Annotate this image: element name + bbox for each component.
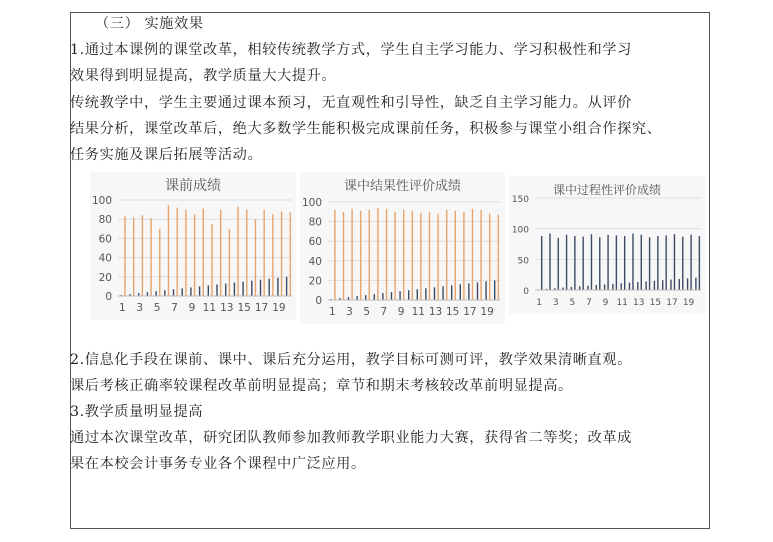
- paragraph-3-line-1: 2.信息化手段在课前、课中、课后充分运用，教学目标可测可评，教学效果清晰直观。: [70, 352, 632, 368]
- bar-score: [168, 205, 169, 296]
- bar-student-id: [417, 289, 418, 300]
- bar-score: [133, 217, 134, 296]
- bar-student-id: [269, 279, 270, 296]
- bar-student-id: [251, 281, 252, 296]
- bar-student-id: [242, 282, 243, 296]
- x-tick-label: 9: [397, 306, 405, 318]
- x-tick-label: 13: [428, 306, 443, 318]
- chart-title: 课中过程性评价成绩: [552, 183, 662, 197]
- bar-score: [290, 212, 291, 296]
- bar-student-id: [670, 280, 671, 290]
- chart-in-class-result-svg: [300, 172, 505, 324]
- bar-student-id: [645, 281, 646, 290]
- x-tick-label: 7: [586, 298, 592, 308]
- bar-student-id: [164, 290, 165, 296]
- y-tick-label: 20: [308, 275, 322, 288]
- bar-student-id: [596, 285, 597, 290]
- bar-student-id: [382, 293, 383, 300]
- y-tick-label: 20: [98, 271, 112, 284]
- paragraph-2-line-1: 传统教学中，学生主要通过课本预习，无直观性和引导性，缺乏自主学习能力。从评价: [70, 95, 632, 111]
- bar-student-id: [604, 284, 605, 290]
- bar-score: [566, 235, 567, 290]
- bar-student-id: [277, 278, 278, 296]
- y-tick-label: 40: [98, 252, 112, 265]
- bar-score: [142, 215, 143, 296]
- bar-score: [255, 219, 256, 296]
- bar-score: [429, 212, 430, 300]
- bar-score: [649, 237, 650, 290]
- bar-score: [220, 210, 221, 296]
- bar-student-id: [286, 277, 287, 296]
- y-tick-label: 0: [105, 291, 112, 303]
- x-tick-label: 5: [153, 302, 161, 314]
- bar-score: [599, 237, 600, 290]
- chart-in-class-process-svg: [509, 176, 705, 314]
- bar-student-id: [356, 296, 357, 300]
- bar-score: [343, 212, 344, 300]
- bar-student-id: [662, 280, 663, 290]
- y-tick-label: 60: [98, 233, 112, 246]
- bar-student-id: [579, 286, 580, 290]
- bar-score: [690, 235, 691, 290]
- chart-pre-class-svg: [90, 172, 296, 320]
- paragraph-1-line-1: 1.通过本课例的课堂改革，相较传统教学方式，学生自主学习能力、学习积极性和学习: [70, 42, 632, 58]
- bar-score: [159, 229, 160, 296]
- bar-student-id: [408, 290, 409, 300]
- bar-score: [334, 210, 335, 300]
- bar-student-id: [434, 287, 435, 300]
- bar-student-id: [494, 280, 495, 300]
- x-tick-label: 19: [272, 302, 286, 314]
- bar-score: [420, 213, 421, 300]
- bar-student-id: [190, 287, 191, 296]
- y-tick-label: 100: [91, 195, 112, 207]
- chart-title: 课前成绩: [165, 178, 221, 194]
- x-tick-label: 5: [363, 306, 371, 318]
- bar-student-id: [477, 282, 478, 300]
- x-tick-label: 17: [463, 306, 477, 318]
- x-tick-label: 19: [682, 298, 695, 308]
- x-tick-label: 11: [202, 302, 217, 314]
- x-tick-label: 17: [254, 302, 269, 314]
- x-tick-label: 5: [569, 298, 576, 308]
- bar-student-id: [147, 292, 148, 296]
- bar-score: [541, 236, 542, 290]
- y-tick-label: 100: [301, 197, 322, 209]
- x-tick-label: 3: [552, 298, 559, 308]
- bar-score: [472, 209, 473, 300]
- bar-score: [446, 210, 447, 300]
- bar-score: [394, 212, 395, 300]
- y-tick-label: 80: [98, 214, 112, 227]
- bar-score: [211, 224, 212, 296]
- bar-score: [616, 235, 617, 290]
- bar-student-id: [695, 278, 696, 290]
- y-tick-label: 50: [517, 256, 529, 267]
- chart-in-class-result: [300, 172, 505, 324]
- bar-score: [657, 236, 658, 290]
- x-tick-label: 11: [411, 306, 425, 318]
- bar-score: [632, 234, 633, 290]
- bar-student-id: [679, 279, 680, 290]
- x-tick-label: 9: [602, 298, 609, 308]
- y-tick-label: 0: [523, 287, 529, 297]
- bar-score: [582, 237, 583, 290]
- bar-student-id: [620, 283, 621, 290]
- bar-score: [489, 214, 490, 300]
- bar-score: [360, 211, 361, 300]
- bar-score: [246, 210, 247, 296]
- bar-student-id: [485, 281, 486, 300]
- bar-score: [263, 210, 264, 296]
- x-tick-label: 17: [666, 298, 678, 308]
- bar-student-id: [612, 284, 613, 290]
- bar-student-id: [234, 283, 235, 296]
- y-tick-label: 40: [308, 255, 322, 268]
- bar-student-id: [391, 292, 392, 300]
- bar-score: [185, 210, 186, 296]
- paragraph-2-line-3: 任务实施及课后拓展等活动。: [70, 147, 263, 163]
- bar-score: [455, 211, 456, 300]
- bar-student-id: [460, 284, 461, 300]
- bar-score: [463, 212, 464, 300]
- bar-score: [369, 210, 370, 300]
- paragraph-5-line-2: 果在本校会计事务专业各个课程中广泛应用。: [70, 456, 366, 472]
- bar-score: [281, 212, 282, 296]
- bar-score: [674, 234, 675, 290]
- bar-score: [194, 214, 195, 296]
- bar-score: [641, 235, 642, 290]
- x-tick-label: 9: [188, 302, 196, 314]
- bar-student-id: [468, 283, 469, 300]
- bar-score: [665, 235, 666, 290]
- bar-score: [403, 210, 404, 300]
- x-tick-label: 15: [237, 302, 251, 314]
- bar-score: [124, 216, 125, 296]
- bar-student-id: [260, 280, 261, 296]
- bar-score: [229, 229, 230, 296]
- y-tick-label: 60: [308, 236, 322, 249]
- y-tick-label: 80: [308, 216, 322, 229]
- bar-student-id: [629, 283, 630, 290]
- bar-student-id: [425, 288, 426, 300]
- bar-score: [549, 234, 550, 290]
- x-tick-label: 13: [220, 302, 234, 314]
- x-tick-label: 19: [480, 306, 494, 318]
- x-tick-label: 3: [136, 302, 144, 314]
- x-tick-label: 7: [171, 302, 178, 314]
- bar-score: [377, 208, 378, 300]
- bar-score: [591, 234, 592, 290]
- bar-score: [498, 215, 499, 300]
- section-heading: （三） 实施效果: [95, 16, 204, 32]
- bar-student-id: [399, 291, 400, 300]
- x-tick-label: 1: [536, 298, 543, 308]
- chart-in-class-process: [509, 176, 705, 314]
- bar-student-id: [442, 286, 443, 300]
- bar-student-id: [225, 284, 226, 296]
- y-tick-label: 0: [315, 295, 322, 307]
- bar-student-id: [365, 295, 366, 300]
- bar-score: [699, 236, 700, 290]
- x-tick-label: 7: [380, 306, 388, 318]
- bar-score: [682, 237, 683, 290]
- bar-score: [437, 214, 438, 300]
- x-tick-label: 15: [446, 306, 460, 318]
- paragraph-3-line-2: 课后考核正确率较课程改革前明显提高；章节和期末考核较改革前明显提高。: [70, 378, 573, 394]
- bar-student-id: [587, 286, 588, 290]
- bar-student-id: [208, 285, 209, 296]
- paragraph-5-line-1: 通过本次课堂改革，研究团队教师参加教师教学职业能力大赛，获得省二等奖；改革成: [70, 430, 632, 446]
- bar-student-id: [451, 285, 452, 300]
- y-tick-label: 150: [511, 195, 529, 205]
- bar-score: [203, 209, 204, 296]
- chart-title: 课中结果性评价成绩: [343, 179, 462, 194]
- paragraph-4-heading: 3.教学质量明显提高: [70, 404, 204, 420]
- bar-score: [272, 214, 273, 296]
- bar-score: [574, 236, 575, 290]
- bar-student-id: [687, 278, 688, 290]
- bar-student-id: [374, 294, 375, 300]
- x-tick-label: 1: [119, 302, 126, 314]
- bar-student-id: [654, 281, 655, 290]
- paragraph-2-line-2: 结果分析，课堂改革后，绝大多数学生能积极完成课前任务，积极参与课堂小组合作探究、: [70, 121, 662, 137]
- bar-score: [558, 238, 559, 290]
- bar-score: [237, 207, 238, 296]
- bar-score: [624, 236, 625, 290]
- paragraph-1-line-2: 效果得到明显提高，教学质量大大提升。: [70, 68, 337, 84]
- bar-student-id: [182, 288, 183, 296]
- x-tick-label: 15: [649, 298, 662, 308]
- x-tick-label: 11: [616, 298, 628, 308]
- bar-score: [480, 210, 481, 300]
- bar-score: [176, 208, 177, 296]
- x-tick-label: 1: [328, 306, 336, 318]
- bar-student-id: [173, 289, 174, 296]
- bar-student-id: [155, 291, 156, 296]
- y-tick-label: 100: [511, 225, 529, 236]
- chart-pre-class: [90, 172, 296, 320]
- bar-score: [386, 209, 387, 300]
- bar-score: [351, 209, 352, 300]
- bar-score: [150, 218, 151, 296]
- bar-student-id: [199, 286, 200, 296]
- bar-score: [607, 235, 608, 290]
- x-tick-label: 3: [346, 306, 353, 318]
- bar-score: [412, 211, 413, 300]
- bar-student-id: [216, 284, 217, 296]
- x-tick-label: 13: [633, 298, 645, 308]
- bar-student-id: [637, 282, 638, 290]
